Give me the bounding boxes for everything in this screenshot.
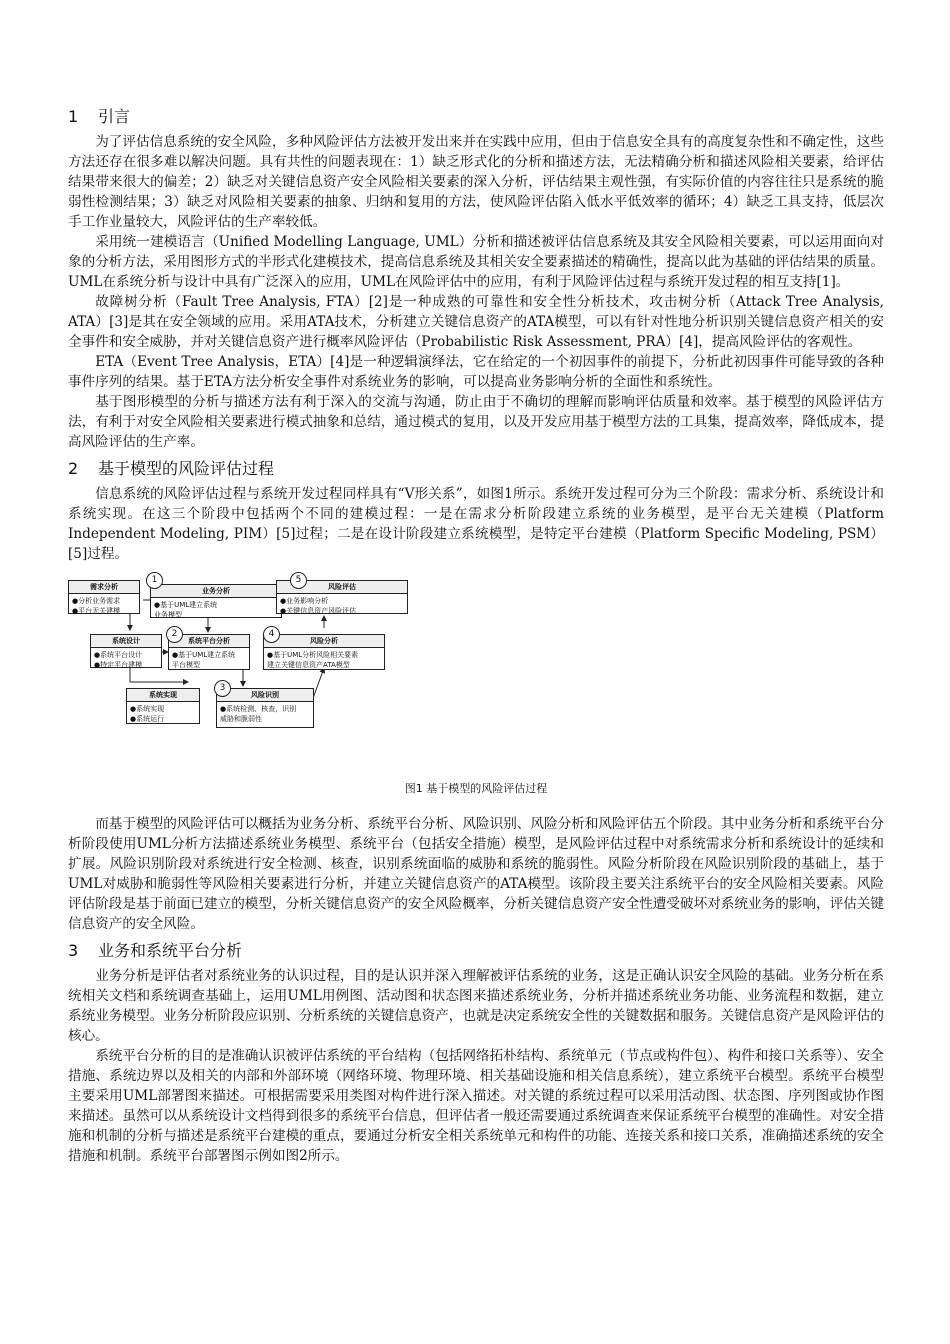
paragraph: 采用统一建模语言（Unified Modelling Language, UML）分析和描述被评估信息系统及其安全风险相关要素，可以运用面向对象的分析方法，采用图形方式的半形式化建模技术，提高信息系统及其相关安全要素描述的精确性，提高以此为基础的评估结果的质量。UML在系统分析与设计中具有广泛深入的应用，UML在风险评估中的应用，有利于风险评估过程与系统开发过程的相互支持[1]。 (68, 234, 884, 290)
box-title: 需求分析 (69, 581, 139, 594)
paragraph: ETA（Event Tree Analysis，ETA）[4]是一种逻辑演绎法，它在给定的一个初因事件的前提下，分析此初因事件可能导致的各种事件序列的结果。基于ETA方法分析安全事件对系统业务的影响，可以提高业务影响分析的全面性和系统性。 (68, 354, 884, 390)
step-1-marker: 1 (146, 572, 163, 589)
box-title: 风险识别 (217, 689, 313, 702)
box-system-implementation (126, 688, 200, 724)
box-risk-analysis (263, 634, 385, 670)
section-number: 3 (68, 941, 79, 960)
box-title: 系统实现 (127, 689, 199, 702)
box-title: 系统设计 (91, 635, 161, 648)
paragraph: 系统平台分析的目的是准确认识被评估系统的平台结构（包括网络拓朴结构、系统单元（节点或构件包）、构件和接口关系等）、安全措施、系统边界以及相关的内部和外部环境（网络环境、物理环境、相关基础设施和相关信息系统），建立系统平台模型。系统平台模型主要采用UML部署图来描述。可根据需要采用类图对构件进行深入描述。对关键的系统过程可以采用活动图、状态图、序列图或协作图来描述。虽然可以从系统设计文档得到很多的系统平台信息，但评估者一般还需要通过系统调查来保证系统平台模型的准确性。对安全措施和机制的分析与描述是系统平台建模的重点，要通过分析安全相关系统单元和构件的功能、连接关系和接口关系，准确描述系统的安全措施和机制。系统平台部署图示例如图2所示。 (68, 1048, 884, 1164)
box-title: 业务分析 (151, 585, 281, 598)
figure-1-diagram (68, 572, 884, 772)
document-page (68, 100, 884, 1166)
figure-1-caption: 图1 基于模型的风险评估过程 (404, 782, 548, 795)
box-body: ●业务影响分析 ●关键信息资产风险评估 (280, 597, 357, 615)
box-system-design (90, 634, 162, 668)
box-body: ●系统实现 ●系统运行 (130, 705, 165, 723)
step-4-marker: 4 (263, 626, 280, 643)
section-1-heading (68, 106, 884, 128)
paragraph: 基于图形模型的分析与描述方法有利于深入的交流与沟通，防止由于不确切的理解而影响评估质量和效率。基于模型的风险评估方法，有利于对安全风险相关要素进行模式抽象和总结，通过模式的复用，以及开发应用基于模型方法的工具集，提高效率，降低成本，提高风险评估的生产率。 (68, 394, 884, 450)
paragraph: 业务分析是评估者对系统业务的认识过程，目的是认识并深入理解被评估系统的业务，这是正确认识安全风险的基础。业务分析在系统相关文档和系统调查基础上，运用UML用例图、活动图和状态图来描述系统业务，分析并描述系统业务功能、业务流程和数据，建立系统业务模型。业务分析阶段应识别、分析系统的关键信息资产，也就是决定系统安全性的关键数据和服务。关键信息资产是风险评估的核心。 (68, 968, 884, 1044)
box-title: 系统平台分析 (169, 635, 249, 648)
box-body: ●基于UML建立系统 业务模型 (154, 601, 218, 619)
section-number: 2 (68, 459, 79, 478)
section-number: 1 (68, 107, 79, 126)
step-2-marker: 2 (166, 626, 183, 643)
box-body: ●分析业务需求 ●平台无关建模 (72, 597, 121, 615)
paragraph: 为了评估信息系统的安全风险，多种风险评估方法被开发出来并在实践中应用，但由于信息安全具有的高度复杂性和不确定性，这些方法还存在很多难以解决问题。具有共性的问题表现在：1）缺乏形式化的分析和描述方法，无法精确分析和描述风险相关要素，给评估结果带来很大的偏差；2）缺乏对关键信息资产安全风险相关要素的深入分析，评估结果主观性强，有实际价值的内容往往只是系统的脆弱性检测结果；3）缺乏对风险相关要素的抽象、归纳和复用的方法，使风险评估陷入低水平低效率的循环；4）缺乏工具支持，低层次手工作业量较大，风险评估的生产率较低。 (68, 134, 884, 230)
box-requirements-analysis (68, 580, 140, 614)
section-title: 引言 (98, 107, 131, 126)
section-title: 基于模型的风险评估过程 (98, 459, 275, 478)
paragraph: 而基于模型的风险评估可以概括为业务分析、系统平台分析、风险识别、风险分析和风险评估五个阶段。其中业务分析和系统平台分析阶段使用UML分析方法描述系统业务模型、系统平台（包括安全措施）模型，是风险评估过程中对系统需求分析和系统设计的延续和扩展。风险识别阶段对系统进行安全检测、核查，识别系统面临的威胁和系统的脆弱性。风险分析阶段在风险识别阶段的基础上，基于UML对威胁和脆弱性等风险相关要素进行分析，并建立关键信息资产的ATA模型。该阶段主要关注系统平台的安全风险相关要素。风险评估阶段是基于前面已建立的模型，分析关键信息资产的安全风险概率，分析关键信息资产安全性遭受破坏对系统业务的影响，评估关键信息资产的安全风险。 (68, 816, 884, 932)
box-body: ●基于UML分析风险相关要素 建立关键信息资产ATA模型 (267, 651, 359, 669)
paragraph: 故障树分析（Fault Tree Analysis, FTA）[2]是一种成熟的可靠性和安全性分析技术，攻击树分析（Attack Tree Analysis, ATA）[3]是其在安全领域的应用。采用ATA技术，分析建立关键信息资产的ATA模型，可以有针对性地分析识别关键信息资产相关的安全事件和安全威胁，并对关键信息资产进行概率风险评估（Probabilistic Risk Assessment, PRA）[4]，提高风险评估的客观性。 (68, 294, 884, 350)
box-title: 风险分析 (264, 635, 384, 648)
section-2-heading (68, 458, 884, 480)
step-3-marker: 3 (214, 680, 231, 697)
box-title: 风险评估 (277, 581, 407, 594)
paragraph: 信息系统的风险评估过程与系统开发过程同样具有“V形关系”，如图1所示。系统开发过程可分为三个阶段：需求分析、系统设计和系统实现。在这三个阶段中包括两个不同的建模过程：一是在需求分析阶段建立系统的业务模型，是平台无关建模（Platform Independent Modeling, PIM）[5]过程；二是在设计阶段建立系统模型，是特定平台建模（Platform Specific Modeling, PSM）[5]过程。 (68, 486, 884, 562)
box-body: ●系统平台设计 ●特定平台建模 (94, 651, 143, 669)
section-3-heading (68, 940, 884, 962)
box-body: ●基于UML建立系统 平台模型 (172, 651, 236, 669)
box-risk-identification (216, 688, 314, 728)
step-5-marker: 5 (290, 572, 307, 589)
box-body: ●系统检测、核查，识别 威胁和脆弱性 (220, 705, 297, 723)
section-title: 业务和系统平台分析 (98, 941, 243, 960)
box-business-analysis (150, 584, 282, 618)
